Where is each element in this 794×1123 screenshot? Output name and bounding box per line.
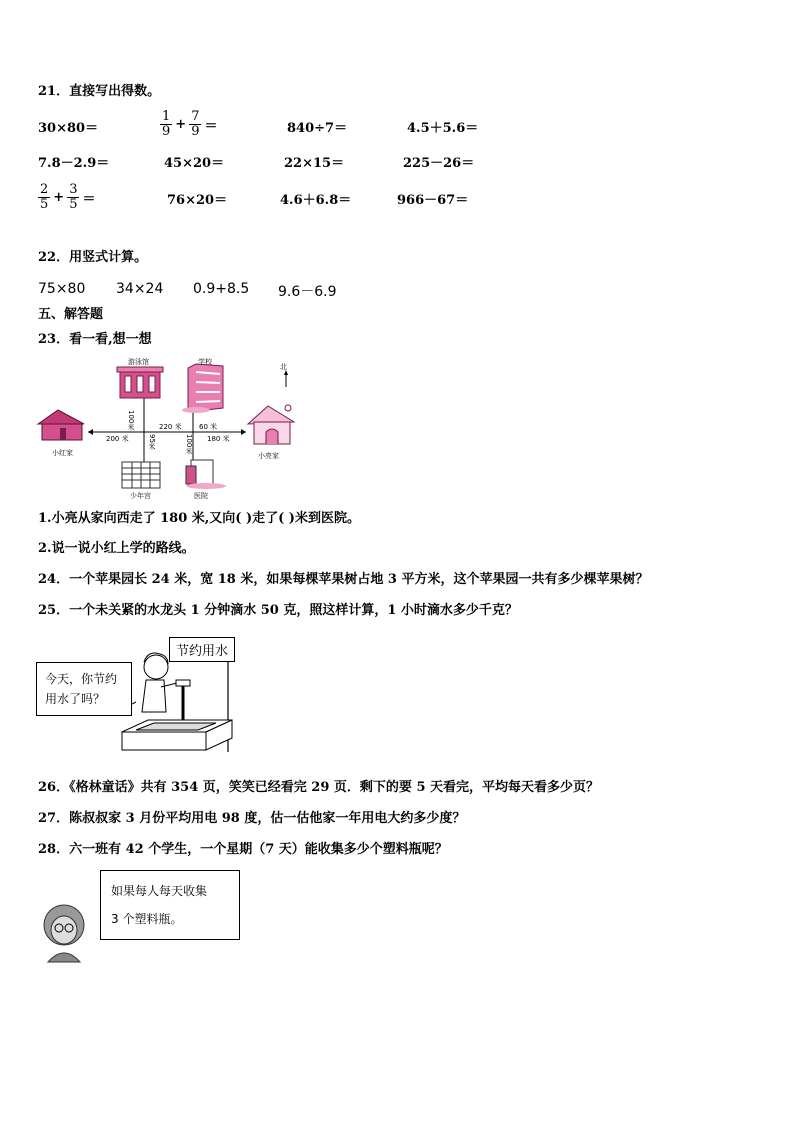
dist-100-south: 100米 xyxy=(185,434,193,455)
label-youth-palace: 少年宫 xyxy=(130,492,151,500)
label-hospital: 医院 xyxy=(194,492,208,500)
dist-200: 200 米 xyxy=(106,435,129,443)
q23-sub1: 1.小亮从家向西走了 180 米,又向( )走了( )米到医院。 xyxy=(38,511,360,526)
speech-bubble xyxy=(36,662,132,716)
xiaoliang-house-icon xyxy=(248,405,294,444)
q22-item-1: 75×80 xyxy=(38,281,86,297)
frac-den: 9 xyxy=(191,124,200,139)
frac-den: 9 xyxy=(162,124,171,139)
bubble-line: 3 个塑料瓶。 xyxy=(111,912,183,926)
water-tap-icon xyxy=(176,680,190,724)
teacher-icon xyxy=(44,905,84,962)
save-water-sign: 节约用水 xyxy=(169,637,235,662)
q27: 27．陈叔叔家 3 月份平均用电 98 度，估一估他家一年用电大约多少度？ xyxy=(38,811,466,826)
equals-sign: ＝ xyxy=(82,192,96,207)
label-school: 学校 xyxy=(198,358,212,366)
frac-num: 1 xyxy=(162,109,171,124)
xiaohong-house-icon xyxy=(38,410,84,440)
section-heading: 五、解答题 xyxy=(38,307,104,322)
q21-r1-d: 4.5＋5.6＝ xyxy=(407,121,479,136)
school-icon xyxy=(182,364,223,413)
q25-title: 25．一个未关紧的水龙头 1 分钟滴水 50 克，照这样计算，1 小时滴水多少千克？ xyxy=(38,603,518,618)
water-illustration xyxy=(36,632,236,762)
q24: 24．一个苹果园长 24 米，宽 18 米，如果每棵苹果树占地 3 平方米，这个苹果园一共有多少棵苹果树？ xyxy=(38,572,649,587)
frac-den: 5 xyxy=(69,197,78,212)
q21-title: 21．直接写出得数。 xyxy=(38,84,161,99)
q21-r3-d: 966－67＝ xyxy=(397,193,469,208)
q21-r3-a xyxy=(38,183,98,212)
frac-num: 2 xyxy=(40,182,49,197)
dist-95: 95米 xyxy=(148,434,156,450)
q21-r2-a: 7.8－2.9＝ xyxy=(38,156,110,171)
q23-sub2: 2.说一说小红上学的路线。 xyxy=(38,541,195,556)
label-xiaohong: 小红家 xyxy=(52,449,73,457)
q22-item-2: 34×24 xyxy=(116,281,164,297)
dist-60: 60 米 xyxy=(199,423,218,431)
q28-title: 28．六一班有 42 个学生，一个星期（7 天）能收集多少个塑料瓶呢？ xyxy=(38,842,448,857)
teacher-illustration xyxy=(38,870,238,970)
hospital-icon xyxy=(186,460,226,489)
q21-r2-d: 225－26＝ xyxy=(403,156,475,171)
plus-sign: + xyxy=(175,117,187,132)
plus-sign: + xyxy=(53,190,65,205)
bubble-line: 用水了吗？ xyxy=(45,692,106,706)
youth-palace-icon xyxy=(122,462,160,488)
label-north: 北 xyxy=(280,363,287,371)
bubble-line: 今天，你节约 xyxy=(45,672,118,686)
frac-num: 3 xyxy=(69,182,78,197)
swimming-hall-icon xyxy=(117,367,163,398)
q21-r3-b: 76×20＝ xyxy=(167,193,228,208)
basin-icon xyxy=(122,720,232,750)
q22-item-3: 0.9+8.5 xyxy=(193,281,250,297)
route-map xyxy=(36,352,306,502)
teacher-speech-bubble xyxy=(100,870,240,940)
label-xiaoliang: 小亮家 xyxy=(258,452,279,460)
equals-sign: ＝ xyxy=(204,119,218,134)
label-swimming: 游泳馆 xyxy=(128,358,149,366)
q26: 26．《格林童话》共有 354 页，笑笑已经看完 29 页．剩下的要 5 天看完，平均每天看多少页？ xyxy=(38,780,600,795)
bubble-line: 如果每人每天收集 xyxy=(111,884,208,898)
q21-r1-b xyxy=(160,110,220,139)
dist-180: 180 米 xyxy=(207,435,230,443)
teacher-figure xyxy=(38,870,108,970)
frac-num: 7 xyxy=(191,109,200,124)
dist-100-north: 100米 xyxy=(127,410,135,431)
frac-den: 5 xyxy=(40,197,49,212)
q22-item-4: 9.6－6.9 xyxy=(278,284,337,300)
q22-title: 22．用竖式计算。 xyxy=(38,250,148,265)
q21-r2-b: 45×20＝ xyxy=(164,156,225,171)
q21-r1-c: 840÷7＝ xyxy=(287,121,348,136)
q23-title: 23．看一看,想一想 xyxy=(38,332,152,347)
q21-r2-c: 22×15＝ xyxy=(284,156,345,171)
q21-r1-a: 30×80＝ xyxy=(38,121,99,136)
q21-r3-c: 4.6＋6.8＝ xyxy=(280,193,352,208)
dist-220: 220 米 xyxy=(159,423,182,431)
